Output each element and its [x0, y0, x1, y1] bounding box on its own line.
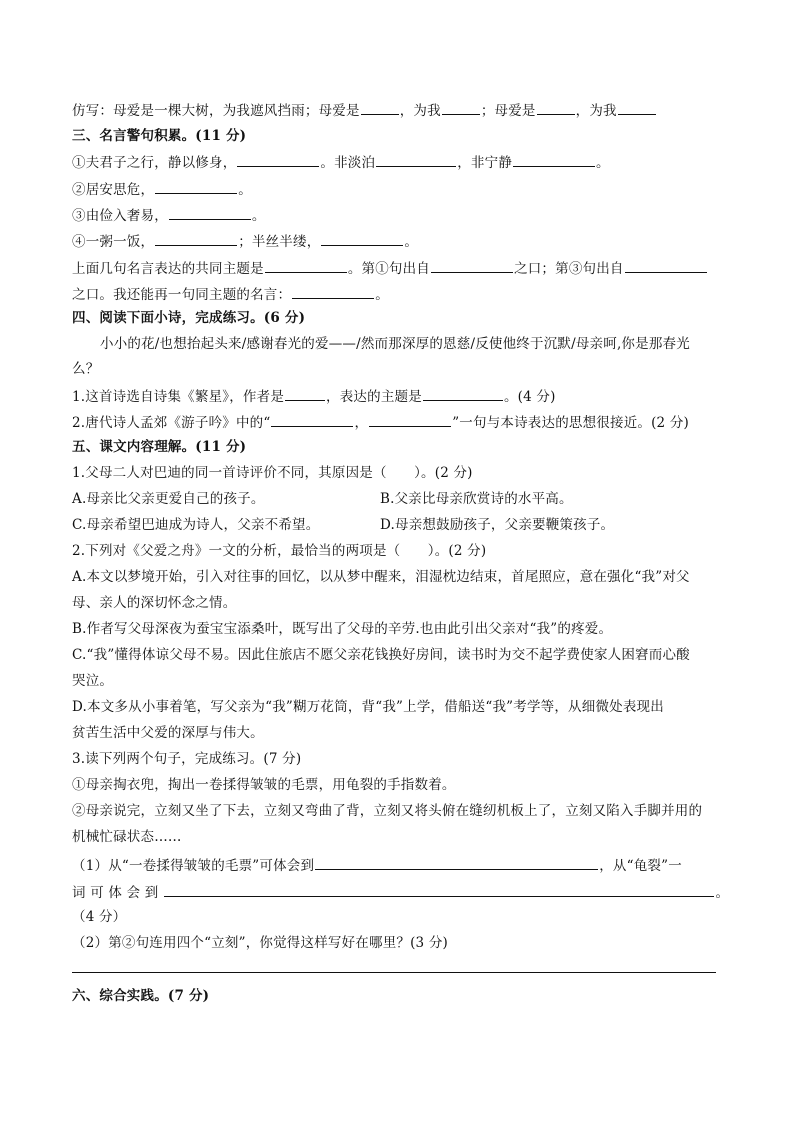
q2-option-c-cont: 哭泣。	[72, 673, 114, 689]
text-segment: ；半丝半缕，	[238, 234, 321, 250]
sub-question-1-cont	[72, 882, 729, 903]
text-segment: ，为我	[399, 103, 441, 119]
text-segment: 。非淡泊	[320, 155, 376, 171]
answer-blank[interactable]	[164, 882, 714, 897]
text-segment: ①夫君子之行，静以修身，	[72, 155, 237, 171]
comprehension-question-1: 1.父母二人对巴迪的同一首诗评价不同，其原因是（ ）。(2 分)	[72, 465, 473, 481]
option-a[interactable]: A.母亲比父亲更爱自己的孩子。	[72, 491, 265, 507]
text-segment: 1.这首诗选自诗集《繁星》，作者是	[72, 389, 285, 405]
text-segment: ②居安思危，	[72, 182, 155, 198]
sub-question-2: （2）第②句连用四个“立刻”，你觉得这样写好在哪里？(3 分)	[72, 935, 449, 951]
answer-blank[interactable]	[431, 258, 513, 273]
option-c[interactable]: C.母亲希望巴迪成为诗人，父亲不希望。	[72, 517, 320, 533]
text-segment: 词 可 体 会 到	[72, 885, 159, 901]
text-segment: ；母爱是	[480, 103, 536, 119]
text-segment: ④一粥一饭，	[72, 234, 155, 250]
section-3-title: 三、名言警句积累。(11 分)	[72, 128, 247, 144]
text-segment: ，为我	[575, 103, 617, 119]
answer-blank[interactable]	[271, 412, 353, 427]
quote-question-3	[72, 205, 266, 226]
answer-blank[interactable]	[169, 205, 251, 220]
section-5-title: 五、课文内容理解。(11 分)	[72, 439, 247, 455]
answer-blank[interactable]	[155, 179, 237, 194]
q2-option-a-cont: 母、亲人的深切怀念之情。	[72, 595, 237, 611]
text-segment: ，从“龟裂”一	[599, 858, 682, 874]
poem-text: 小小的花/也想抬起头来/感谢春光的爱——/然而那深厚的恩慈/反使他终于沉默/母亲呵,你是那春光	[100, 336, 690, 352]
sub-question-1	[72, 855, 682, 876]
text-segment: ③由俭入奢易，	[72, 208, 168, 224]
answer-blank[interactable]	[376, 152, 456, 167]
section-4-title: 四、阅读下面小诗，完成练习。(6 分)	[72, 310, 306, 326]
text-segment: 。	[251, 208, 266, 224]
answer-blank[interactable]	[513, 152, 595, 167]
text-segment: 。	[404, 234, 419, 250]
text-segment: （1）从“一卷揉得皱皱的毛票”可体会到	[72, 858, 315, 874]
section-6-title: 六、综合实践。(7 分)	[72, 988, 210, 1004]
answer-blank[interactable]	[537, 100, 575, 115]
quote-question-2	[72, 179, 252, 200]
text-segment: 。	[375, 287, 389, 303]
text-segment: 。	[238, 182, 252, 198]
text-segment: 2.唐代诗人孟郊《游子吟》中的“	[72, 415, 271, 431]
text-segment: ”一句与本诗表达的思想很接近。(2 分)	[452, 415, 690, 431]
answer-blank[interactable]	[285, 386, 325, 401]
comprehension-question-2: 2.下列对《父爱之舟》一文的分析，最恰当的两项是（ ）。(2 分)	[72, 543, 487, 559]
poem-question-1	[72, 386, 556, 407]
text-segment: 之口；第③句出自	[514, 261, 624, 277]
answer-blank[interactable]	[442, 100, 480, 115]
answer-blank[interactable]	[315, 855, 598, 870]
text-segment: ，表达的主题是	[326, 389, 422, 405]
comprehension-question-3: 3.读下列两个句子，完成练习。(7 分)	[72, 751, 302, 767]
q2-option-d[interactable]: D.本文多从小事着笔，写父亲为“我”糊万花筒，背“我”上学，借船送“我”考学等，从细微处表现出	[72, 699, 664, 715]
quote-question-4	[72, 231, 418, 252]
imitation-prompt: 仿写：母爱是一棵大树，为我遮风挡雨；母爱是	[72, 103, 360, 119]
answer-blank[interactable]	[265, 258, 347, 273]
text-segment: 。第①句出自	[347, 261, 431, 277]
answer-blank[interactable]	[618, 100, 656, 115]
sentence-2-cont: 机械忙碌状态……	[72, 829, 182, 845]
text-segment: ，	[354, 415, 369, 431]
sentence-2: ②母亲说完，立刻又坐了下去，立刻又弯曲了背，立刻又将头俯在缝纫机板上了，立刻又陷入手脚并用的	[72, 803, 703, 819]
text-segment: 。	[596, 155, 610, 171]
text-segment: 之口。我还能再一句同主题的名言：	[72, 287, 292, 303]
answer-blank[interactable]	[237, 152, 319, 167]
quote-theme-question	[72, 258, 708, 279]
q2-option-d-cont: 贫苦生活中父爱的深厚与伟大。	[72, 725, 264, 741]
sentence-1: ①母亲掏衣兜，掏出一卷揉得皱皱的毛票，用龟裂的手指数着。	[72, 777, 456, 793]
quote-extra-question	[72, 284, 389, 305]
option-d[interactable]: D.母亲想鼓励孩子，父亲要鞭策孩子。	[380, 517, 615, 533]
answer-blank[interactable]	[321, 231, 403, 246]
text-segment: 上面几句名言表达的共同主题是	[72, 261, 264, 277]
poem-question-2	[72, 412, 689, 433]
imitation-writing-line	[72, 100, 657, 121]
quote-question-1	[72, 152, 610, 173]
text-segment: 。	[715, 885, 730, 901]
q2-option-c[interactable]: C.“我”懂得体谅父母不易。因此住旅店不愿父亲花钱换好房间，读书时为交不起学费使家人困窘而心酸	[72, 647, 690, 663]
answer-blank[interactable]	[292, 284, 374, 299]
answer-blank[interactable]	[361, 100, 399, 115]
answer-line[interactable]	[72, 972, 716, 973]
q2-option-a[interactable]: A.本文以梦境开始，引入对往事的回忆，以从梦中醒来，泪湿枕边结束，首尾照应，意在强化“我”对父	[72, 569, 690, 585]
answer-blank[interactable]	[423, 386, 503, 401]
q2-option-b[interactable]: B.作者写父母深夜为蚕宝宝添桑叶，既写出了父母的辛劳.也由此引出父亲对“我”的疼爱。	[72, 621, 613, 637]
answer-blank[interactable]	[155, 231, 237, 246]
answer-blank[interactable]	[625, 258, 707, 273]
sub-question-1-score: （4 分）	[72, 909, 127, 925]
text-segment: ，非宁静	[457, 155, 513, 171]
text-segment: 。(4 分)	[503, 389, 556, 405]
poem-text-end: 么？	[72, 361, 100, 377]
option-b[interactable]: B.父亲比母亲欣赏诗的水平高。	[380, 491, 573, 507]
answer-blank[interactable]	[369, 412, 451, 427]
